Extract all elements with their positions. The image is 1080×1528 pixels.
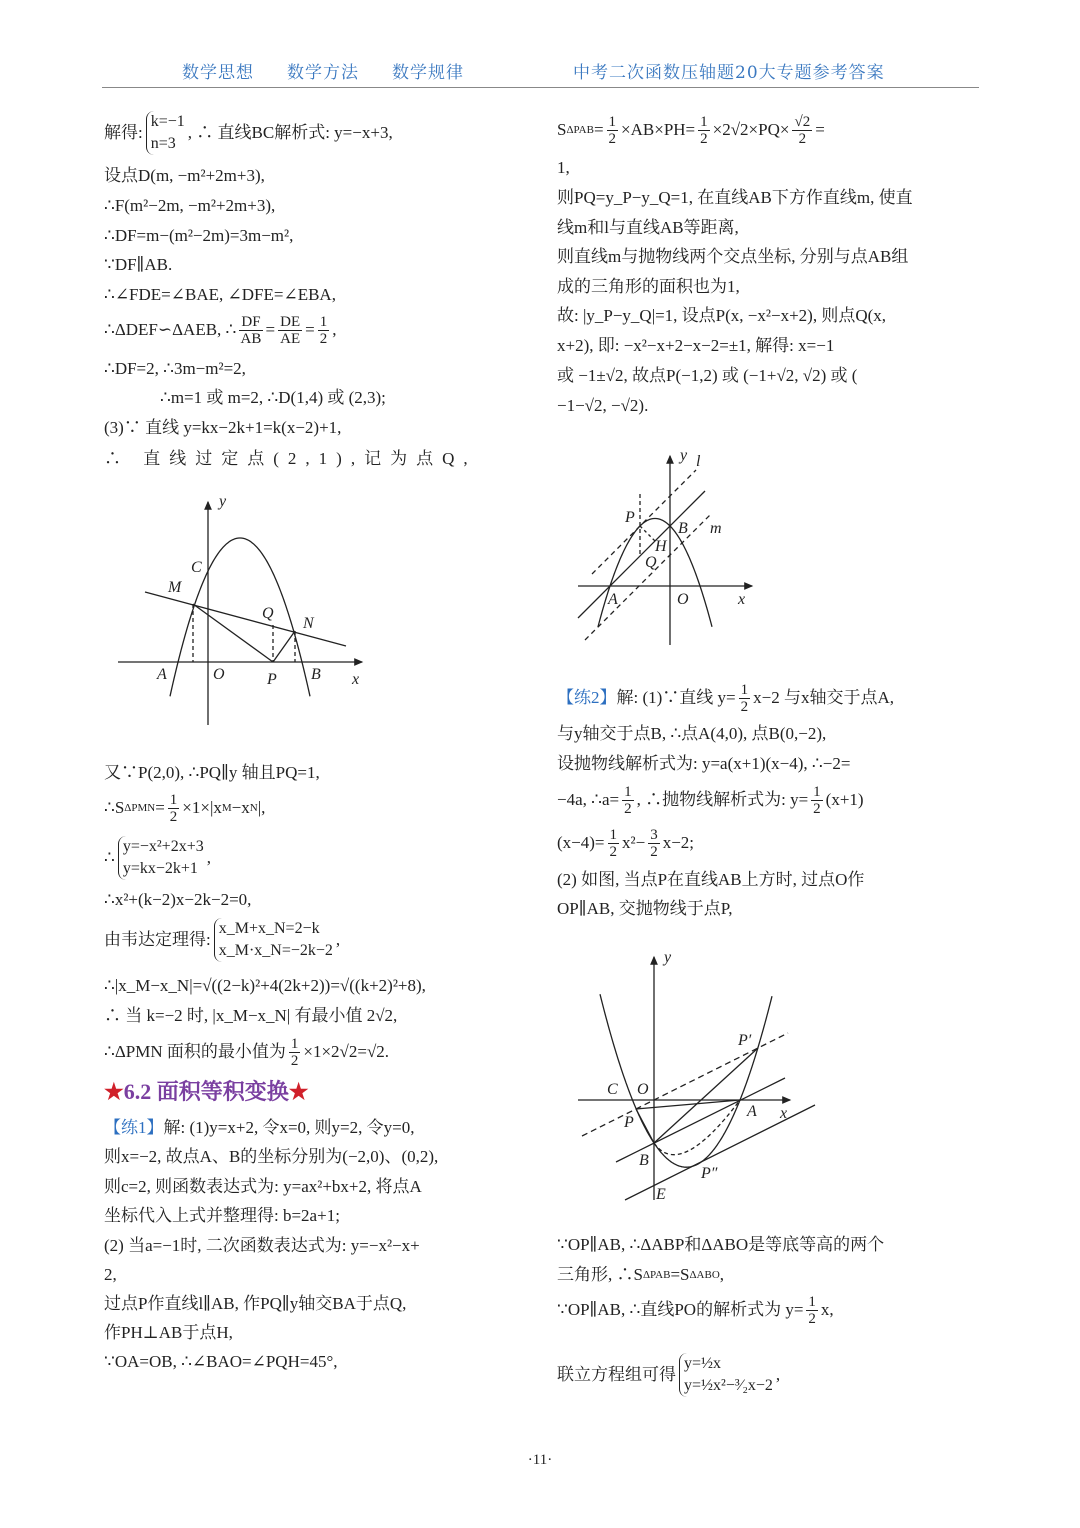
fraction-numerator: 1 <box>740 681 749 698</box>
text-segment: 解: (1)y=x+2, 令x=0, 则y=2, 令y=0, <box>163 1118 415 1137</box>
fig2-parabola <box>598 519 712 627</box>
fraction-denominator: AB <box>240 330 262 347</box>
text-segment: = <box>815 120 825 139</box>
text-segment: ∴DF=m−(m²−2m)=3m−m², <box>104 226 294 245</box>
text-segment: (x−4)= <box>557 833 605 852</box>
text-segment: 则直线m与抛物线两个交点坐标, 分别与点AB组 <box>557 247 909 266</box>
fig2-label: B <box>678 520 688 537</box>
fig3-label: P″ <box>701 1165 718 1182</box>
header-tag-2: 数学方法 <box>287 63 359 83</box>
fraction-numerator: 1 <box>808 1293 816 1310</box>
subscript: ΔABO <box>689 1269 720 1281</box>
fraction-denominator: 2 <box>169 808 178 825</box>
system-row: k=−1 <box>150 113 185 130</box>
text-segment: = <box>265 320 276 339</box>
fig2-label: Q <box>645 554 657 571</box>
figure-1 <box>118 502 362 725</box>
text-segment: 与y轴交于点B, ∴点A(4,0), 点B(0,−2), <box>557 724 827 743</box>
text-segment: ×1×|x <box>182 798 222 817</box>
fig3-label: E <box>656 1186 666 1203</box>
fraction-numerator: DE <box>280 313 301 330</box>
fraction-denominator: AE <box>280 330 301 347</box>
text-segment: ∴ΔPMN 面积的最小值为 <box>104 1042 286 1061</box>
fig2-label: m <box>710 520 722 537</box>
fig3-parabola <box>600 994 772 1167</box>
fraction-denominator: 2 <box>609 843 617 860</box>
fraction-denominator: 2 <box>700 130 708 147</box>
text-segment: 设点D(m, −m²+2m+3), <box>104 166 265 185</box>
text-segment: , <box>335 930 341 949</box>
fig1-labels <box>156 493 359 688</box>
text-segment: 成的三角形的面积也为1, <box>557 277 740 296</box>
text-segment: ∴x²+(k−2)x−2k−2=0, <box>104 890 252 909</box>
fraction-denominator: 2 <box>624 800 632 817</box>
fig1-label: O <box>213 666 225 683</box>
fig3-label: C <box>607 1081 618 1098</box>
fig2-line-m <box>585 513 712 640</box>
text-segment: , <box>719 1265 725 1284</box>
fraction-denominator: 2 <box>798 130 807 147</box>
fig1-label: B <box>311 666 321 683</box>
fig3-label: x <box>780 1105 788 1122</box>
text-segment: ∴F(m²−2m, −m²+2m+3), <box>104 196 276 215</box>
fig1-line-mn <box>145 592 346 646</box>
text-segment: =S <box>670 1265 690 1284</box>
text-segment: (x+1) <box>825 790 864 809</box>
fig3-label: A <box>747 1103 757 1120</box>
text-segment: ∴m=1 或 m=2, ∴D(1,4) 或 (2,3); <box>160 388 386 407</box>
system-row: y=½x²−³⁄₂x−2 <box>684 1377 773 1394</box>
fraction-numerator: 1 <box>169 791 178 808</box>
text-segment: ×AB×PH= <box>621 120 696 139</box>
fig1-label: N <box>303 615 314 632</box>
fig3-label: P <box>624 1114 634 1131</box>
text-segment: ∴ <box>104 848 115 867</box>
text-segment: x, <box>820 1300 834 1319</box>
text-segment: ∴ 当 k=−2 时, |x_M−x_N| 有最小值 2√2, <box>104 1006 398 1025</box>
subscript: M <box>221 802 232 814</box>
text-segment: 联立方程组可得 <box>557 1365 676 1384</box>
fig2-label: x <box>738 591 746 608</box>
text-segment: 作PH⊥AB于点H, <box>104 1323 233 1342</box>
fig1-label: x <box>352 671 360 688</box>
fig1-segment-pn <box>273 631 295 662</box>
text-segment: x+2), 即: −x²−x+2−x−2=±1, 解得: x=−1 <box>557 336 835 355</box>
fig2-label: A <box>608 591 618 608</box>
fig2-label: O <box>677 591 689 608</box>
fraction-denominator: 2 <box>740 698 749 715</box>
star-icon: ★ <box>288 1079 309 1104</box>
text-segment: 2, <box>104 1265 117 1284</box>
text-segment: 解: (1)∵直线 y= <box>616 688 736 707</box>
text-segment: 故: |y_P−y_Q|=1, 设点P(x, −x²−x+2), 则点Q(x, <box>557 306 887 325</box>
text-segment: 则c=2, 则函数表达式为: y=ax²+bx+2, 将点A <box>104 1177 422 1196</box>
fraction-numerator: 1 <box>290 1035 299 1052</box>
fraction-numerator: DF <box>241 313 261 330</box>
fig1-label: Q <box>262 605 274 622</box>
system-row: x_M·x_N=−2k−2 <box>218 942 333 959</box>
fraction-denominator: 2 <box>608 130 617 147</box>
fig2-label: y <box>680 447 688 464</box>
text-segment: S <box>557 120 567 139</box>
system-row: y=½x <box>684 1355 722 1372</box>
text-segment: x−2; <box>662 833 694 852</box>
text-segment: (3)∵ 直线 y=kx−2k+1=k(x−2)+1, <box>104 418 342 437</box>
text-segment: = <box>155 798 165 817</box>
fig1-label: y <box>219 493 227 510</box>
fraction-denominator: 2 <box>808 1310 816 1327</box>
text-segment: , <box>775 1365 781 1384</box>
text-segment: 坐标代入上式并整理得: b=2a+1; <box>104 1206 340 1225</box>
text-segment: OP∥AB, 交抛物线于点P, <box>557 899 733 918</box>
text-segment: = <box>593 120 604 139</box>
text-segment: ∴ΔDEF∽ΔAEB, ∴ <box>104 320 237 339</box>
text-segment: x−2 与x轴交于点A, <box>753 688 895 707</box>
text-segment: ∵OP∥AB, ∴ΔABP和ΔABO是等底等高的两个 <box>557 1235 885 1254</box>
text-segment: 或 −1±√2, 故点P(−1,2) 或 (−1+√2, √2) 或 ( <box>557 366 858 385</box>
fig2-segment-ph <box>640 526 655 541</box>
star-icon: ★ <box>104 1079 124 1104</box>
text-segment: 线m和l与直线AB等距离, <box>557 218 739 237</box>
text-segment: −4a, ∴a= <box>557 790 620 809</box>
header-tag-3: 数学规律 <box>392 63 464 83</box>
fraction-numerator: 1 <box>609 826 617 843</box>
fraction-denominator: 2 <box>290 1052 299 1069</box>
fraction-numerator: 1 <box>813 783 821 800</box>
fig3-label: O <box>637 1081 649 1098</box>
fig1-label: P <box>267 671 277 688</box>
text-segment: 则PQ=y_P−y_Q=1, 在直线AB下方作直线m, 使直 <box>557 188 913 207</box>
text-segment: ∴DF=2, ∴3m−m²=2, <box>104 359 246 378</box>
text-segment: ∴|x_M−x_N|=√((2−k)²+4(2k+2))=√((k+2)²+8), <box>104 976 426 995</box>
fraction-numerator: √2 <box>794 113 811 130</box>
subscript: N <box>249 802 258 814</box>
text-segment: 又∵P(2,0), ∴PQ∥y 轴且PQ=1, <box>104 763 320 782</box>
fraction-numerator: 1 <box>319 313 328 330</box>
text-segment: , ∴ 直线BC解析式: y=−x+3, <box>187 123 393 142</box>
exercise-tag: 【练2】 <box>557 688 617 707</box>
text-segment: ∵DF∥AB. <box>104 255 173 274</box>
text-segment: 过点P作直线l∥AB, 作PQ∥y轴交BA于点Q, <box>104 1294 407 1313</box>
fig2-labels <box>607 447 745 608</box>
text-segment: 设抛物线解析式为: y=a(x+1)(x−4), ∴−2= <box>557 754 851 773</box>
figure-3 <box>578 957 815 1200</box>
fig1-label: M <box>168 579 182 596</box>
text-segment: , ∴抛物线解析式为: y= <box>636 790 809 809</box>
fraction-numerator: 3 <box>650 826 658 843</box>
header-title: 中考二次函数压轴题20大专题参考答案 <box>573 63 885 83</box>
text-segment: = <box>305 320 315 339</box>
system-row: y=−x²+2x+3 <box>122 838 204 855</box>
text-segment: ×2√2×PQ× <box>712 120 790 139</box>
text-segment: 1, <box>557 158 570 177</box>
header-tag-1: 数学思想 <box>182 63 254 83</box>
fig3-label: B <box>639 1152 649 1169</box>
text-segment: ∴S <box>104 798 125 817</box>
text-segment: ∵OP∥AB, ∴直线PO的解析式为 y= <box>557 1300 804 1319</box>
fraction-denominator: 2 <box>319 330 328 347</box>
fraction-denominator: 2 <box>650 843 658 860</box>
fig1-segment-mp <box>193 604 273 662</box>
text-segment: ∵OA=OB, ∴∠BAO=∠PQH=45°, <box>104 1352 338 1371</box>
exercise-tag: 【练1】 <box>104 1118 164 1137</box>
subscript: ΔPAB <box>566 124 594 136</box>
system-row: x_M+x_N=2−k <box>218 920 320 937</box>
fig2-label: l <box>696 453 701 470</box>
fraction-numerator: 1 <box>700 113 708 130</box>
text-segment: 由韦达定理得: <box>104 930 211 949</box>
text-segment: −1−√2, −√2). <box>557 396 649 415</box>
text-segment: 则x=−2, 故点A、B的坐标分别为(−2,0)、(0,2), <box>104 1147 439 1166</box>
fig3-label: P′ <box>738 1032 752 1049</box>
text-segment: −x <box>231 798 250 817</box>
text-segment: |, <box>257 798 266 817</box>
fig1-label: A <box>157 666 167 683</box>
fraction-numerator: 1 <box>624 783 632 800</box>
system-row: y=kx−2k+1 <box>122 860 198 877</box>
text-segment: 三角形, ∴S <box>557 1265 643 1284</box>
text-segment: 解得: <box>104 123 143 142</box>
text-segment: 6.2 面积等积变换 <box>123 1079 289 1104</box>
text-segment: , <box>332 320 337 339</box>
fig3-label: y <box>664 949 672 966</box>
text-segment: (2) 如图, 当点P在直线AB上方时, 过点O作 <box>557 870 865 889</box>
fig3-segment-pb <box>636 1109 654 1143</box>
fig2-label: P <box>625 509 635 526</box>
subscript: ΔPAB <box>642 1269 671 1281</box>
fraction-denominator: 2 <box>813 800 821 817</box>
fig2-label: H <box>655 538 667 555</box>
text-segment: , <box>206 848 211 867</box>
system-row: n=3 <box>150 135 176 152</box>
page-number: ·11· <box>527 1452 553 1468</box>
text-segment: (2) 当a=−1时, 二次函数表达式为: y=−x²−x+ <box>104 1236 420 1255</box>
fraction-numerator: 1 <box>608 113 617 130</box>
text-segment: ∴∠FDE=∠BAE, ∠DFE=∠EBA, <box>104 285 336 304</box>
text-segment: x²− <box>622 833 646 852</box>
text-segment: ∴ 直线过定点(2,1),记为点Q, <box>104 449 477 468</box>
fig1-label: C <box>191 559 202 576</box>
text-segment: ×1×2√2=√2. <box>303 1042 390 1061</box>
subscript: ΔPMN <box>124 802 156 814</box>
